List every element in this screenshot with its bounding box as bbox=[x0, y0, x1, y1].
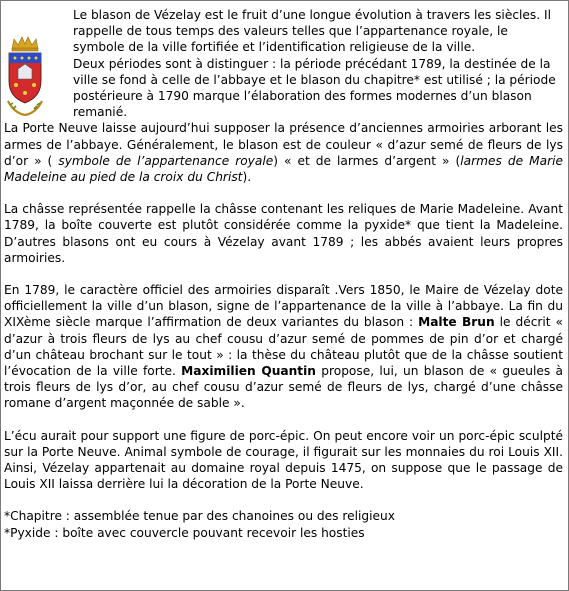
porte-text-a: La Porte Neuve laisse aujourd’hui supposer la présence d’anciennes armoiries arborant les armes de l’abbaye. Généralement, le blason est de couleur « d’azur semé de fleurs de lys d’or » ( bbox=[4, 121, 563, 168]
history-text-a: En 1789, le caractère officiel des armoiries disparaît .Vers 1850, le Maire de Vézelay dote officiellement la ville d’un blason, signe de l’appartenance de la ville à l’abbaye. La fin du XIXème siècle marque l’affirmation de deux variantes du blason : bbox=[4, 283, 563, 330]
intro-text bbox=[73, 7, 563, 120]
porte-text-larmes: larmes de Marie Madeleine au pied de la croix du Christ bbox=[4, 153, 563, 185]
spacer bbox=[4, 492, 563, 508]
intro-section bbox=[4, 7, 563, 120]
document-body bbox=[4, 7, 563, 541]
malte-brun-name: Malte Brun bbox=[418, 315, 495, 330]
history-text-b: le décrit « d’azur à trois fleurs de lys au chef cousu d’azur semé de pommes de pin d’or et chargé d’un château brochant sur le tout » : la thèse du château plutôt que de la châsse soutient l’évocation de la ville forte. bbox=[4, 315, 563, 379]
spacer bbox=[4, 412, 563, 428]
maximilien-quantin-name: Maximilien Quantin bbox=[181, 364, 316, 379]
spacer bbox=[4, 185, 563, 201]
intro-paragraph-2: Deux périodes sont à distinguer : la période précédant 1789, la destinée de la ville se fond à celle de l’abbaye et le blason du chapitre* est utilisé ; la période postérieure à 1790 marque l’élaboration des formes modernes d’un blason remanié. bbox=[73, 56, 556, 120]
spacer bbox=[4, 266, 563, 282]
history-paragraph bbox=[4, 282, 563, 412]
vezelay-coat-of-arms-image bbox=[4, 35, 46, 119]
porte-text-royal: symbole de l’appartenance royale bbox=[52, 153, 274, 168]
porte-text-e: ). bbox=[242, 170, 252, 185]
intro-paragraph-1: Le blason de Vézelay est le fruit d’une longue évolution à travers les siècles. Il rappelle de tous temps des valeurs telles que l’appartenance royale, le symbole de la ville fortifiée et l’identification religieuse de la ville. bbox=[73, 8, 551, 55]
porte-neuve-paragraph bbox=[4, 120, 563, 185]
footnote-pyxide: *Pyxide : boîte avec couvercle pouvant recevoir les hosties bbox=[4, 525, 365, 540]
history-text-c: propose, lui, un blason de « gueules à trois fleurs de lys d’or, au chef cousu d’azur semé de fleurs de lys, chargé d’une châsse romane d’argent maçonnée de sable ». bbox=[4, 364, 563, 411]
footnote-chapitre: *Chapitre : assemblée tenue par des chanoines ou des religieux bbox=[4, 509, 395, 524]
porte-text-c: ) « et de larmes d’argent » ( bbox=[273, 153, 461, 168]
porc-epic-paragraph: L’écu aurait pour support une figure de porc-épic. On peut encore voir un porc-épic sculpté sur la Porte Neuve. Animal symbole de courage, il figurait sur les monnaies du roi Louis XII. Ainsi, Vézelay appartenait au domaine royal depuis 1475, on suppose que le passage de Louis XII laissa derrière lui la décoration de la Porte Neuve. bbox=[4, 428, 563, 492]
chasse-paragraph: La châsse représentée rappelle la châsse contenant les reliques de Marie Madeleine. Avant 1789, la boîte couverte est plutôt considérée comme la pyxide* que tient la Madeleine. D’autres blasons ont eu cours à Vézelay avant 1789 ; les abbés avaient leurs propres armoiries. bbox=[4, 202, 563, 265]
